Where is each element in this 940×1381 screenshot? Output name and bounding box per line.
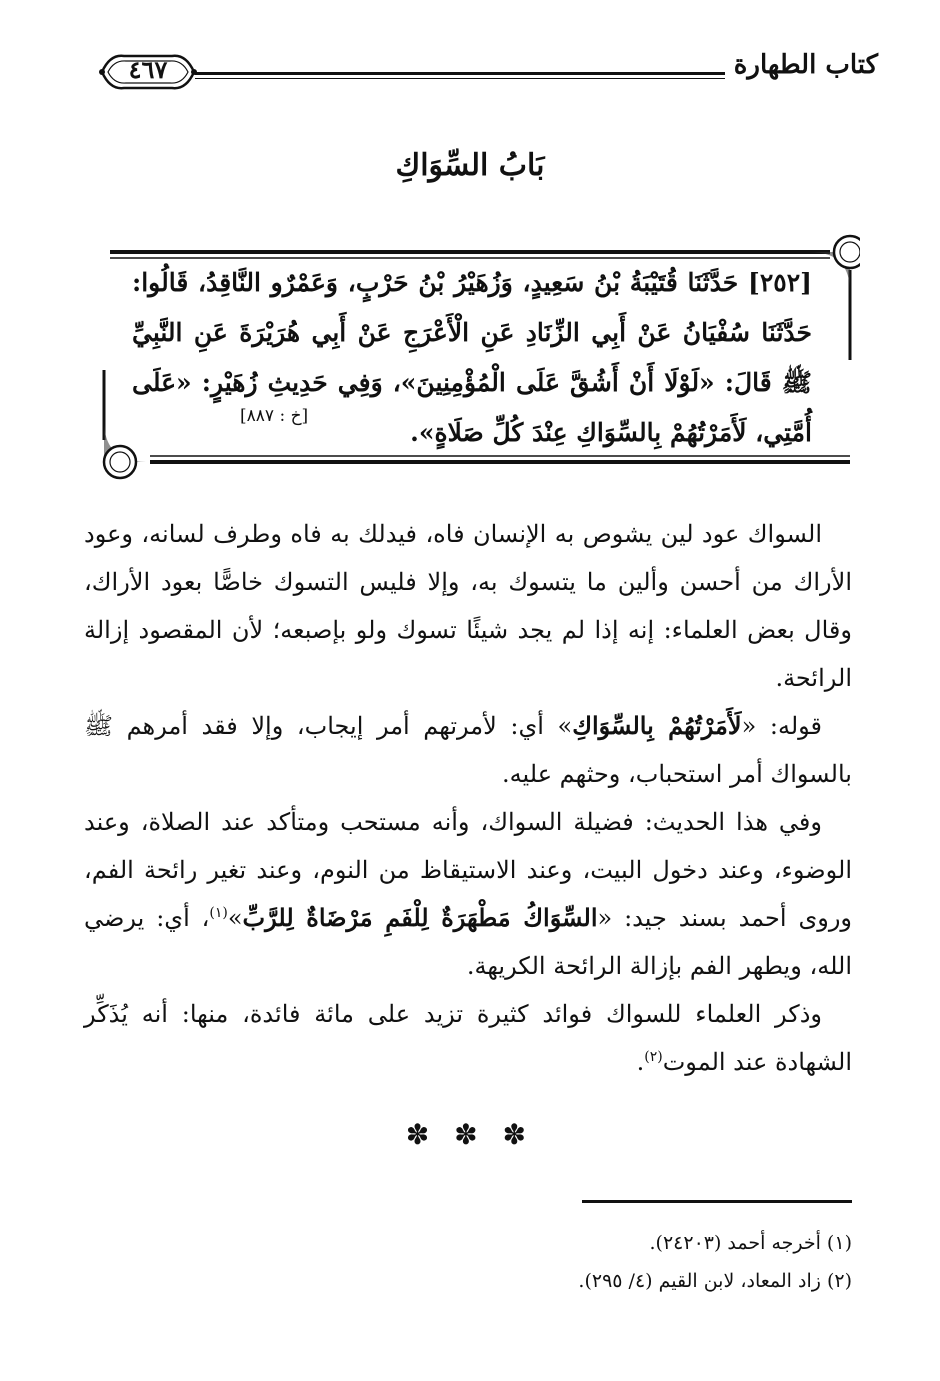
footnote-marker-1[interactable]: (١) [209,905,228,921]
p4-lead: وذكر العلماء للسواك فوائد كثيرة تزيد على مائة فائدة، منها: أنه يُذَكِّر الشهادة عند الموت [84,1000,852,1076]
page-number-badge [96,46,200,98]
header-rule [195,72,725,75]
p3-lead: وفي هذا الحديث: فضيلة السواك، وأنه مستحب ومتأكد عند الصلاة، وعند الوضوء، وعند دخول البيت، وعند الاستيقاظ من النوم، وعند تغير رائحة الفم، وروى أحمد بسند جيد: « [84,808,852,932]
chapter-title: بَابُ السِّوَاكِ [395,148,545,183]
hadith-reference: [خ : ٨٨٧] [240,406,309,426]
commentary-paragraph-1: السواك عود لين يشوص به الإنسان فاه، فيدلك به فاه وطرف لسانه، وعود الأراك من أحسن وألين ما يتسوك به، وإلا فليس التسوك خاصًّا بعود الأراك، وقال بعض العلماء: إنه إذا لم يجد شيئًا تسوك ولو بإصبعه؛ لأن المقصود إزالة الرائحة. [84,520,852,692]
p4-rest: . [636,1048,645,1076]
footnote-marker-2[interactable]: (٢) [644,1049,663,1065]
commentary-paragraph-2 [84,702,852,798]
hadith-text: [٢٥٢] حَدَّثَنَا قُتَيْبَةُ بْنُ سَعِيدٍ، وَزُهَيْرُ بْنُ حَرْبٍ، وَعَمْرٌو النَّاقِدُ، قَالُوا: حَدَّثَنَا سُفْيَانُ عَنْ أَبِي الزِّنَادِ عَنِ الْأَعْرَجِ عَنْ أَبِي هُرَيْرَةَ عَنِ النَّبِيِّ ﷺ قَالَ: «لَوْلَا أَنْ أَشُقَّ عَلَى الْمُؤْمِنِينَ»، وَفِي حَدِيثِ زُهَيْرٍ: «عَلَى أُمَّتِي، لَأَمَرْتُهُمْ بِالسِّوَاكِ عِنْدَ كُلِّ صَلَاةٍ». [132,268,812,447]
commentary [84,510,852,1086]
section-separator: ✽ ✽ ✽ [405,1118,535,1151]
p2-quote: لَأَمَرْتُهُمْ بِالسِّوَاكِ [572,711,742,740]
commentary-paragraph-3 [84,798,852,990]
p2-rest: » أي: لأمرتهم أمر إيجاب، وإلا فقد أمرهم ﷺ بالسواك أمر استحباب، وحثهم عليه. [84,712,852,788]
footnote-1: (١) أخرجه أحمد (٢٤٢٠٣). [649,1232,852,1254]
p3-rest: ، أي: يرضي الله، ويطهر الفم بإزالة الرائحة الكريهة. [84,904,852,980]
header-rule-thin [195,78,725,79]
page-number: ٤٦٧ [128,55,168,84]
running-head: كتاب الطهارة [733,50,878,80]
footnotes [84,1224,852,1300]
p3-quote: السِّوَاكُ مَطْهَرَةٌ لِلْفَمِ مَرْضَاةٌ لِلرَّبِّ [242,903,598,932]
commentary-paragraph-4 [84,990,852,1086]
p3-close: » [227,904,243,932]
footnote-2: (٢) زاد المعاد، لابن القيم (٤/ ٢٩٥). [578,1270,852,1292]
footnote-rule [582,1200,852,1203]
p2-lead: قوله: « [741,712,822,740]
hadith-frame [90,230,860,480]
